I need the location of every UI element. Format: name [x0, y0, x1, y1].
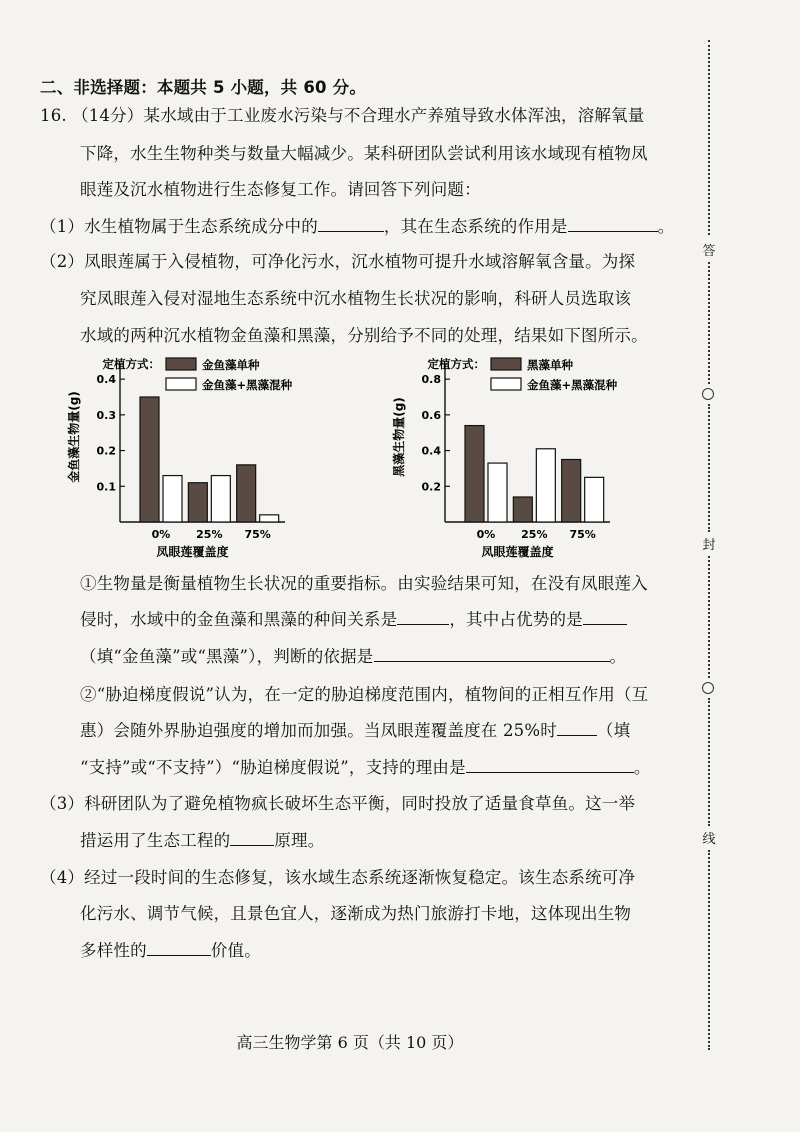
bar [488, 463, 507, 522]
answer-blank[interactable] [557, 719, 597, 736]
legend-swatch [491, 358, 521, 370]
answer-blank[interactable] [147, 939, 211, 956]
part-3-line-1: （3）科研团队为了避免植物疯长破坏生态平衡，同时投放了适量食草鱼。这一举 [40, 794, 636, 813]
question-number: 16. [40, 106, 67, 125]
sub-1-line-2 [80, 608, 627, 632]
x-tick-label: 75% [569, 528, 596, 541]
bar [237, 465, 256, 522]
dotted-line [708, 698, 712, 826]
sub-1-line-2a: 侵时，水域中的金鱼藻和黑藻的种间关系是 [80, 610, 398, 629]
part-4-line-3b: 价值。 [210, 941, 261, 960]
bar [140, 397, 159, 522]
x-axis-label: 凤眼莲覆盖度 [481, 545, 554, 559]
part-4-line-1: （4）经过一段时间的生态修复，该水域生态系统逐渐恢复稳定。该生态系统可净 [40, 868, 636, 887]
legend-swatch [166, 358, 196, 370]
binding-char: 答 [702, 244, 716, 259]
legend-title: 定植方式： [427, 357, 485, 371]
legend-swatch [491, 378, 521, 390]
bar [260, 515, 279, 522]
y-tick-label: 0.2 [421, 480, 441, 494]
question-intro-line-1: （14分）某水域由于工业废水污染与不合理水产养殖导致水体浑浊，溶解氧量 [72, 106, 645, 125]
sub-1-line-3 [80, 645, 626, 669]
answer-blank[interactable] [374, 645, 610, 662]
binding-hole [702, 388, 714, 400]
answer-blank[interactable] [466, 756, 634, 773]
answer-blank[interactable] [230, 829, 274, 846]
sub-2-line-3b: 。 [633, 758, 651, 777]
part-4-line-3 [80, 939, 261, 963]
bar [562, 460, 581, 523]
part-4-line-3a: 多样性的 [80, 941, 147, 960]
legend-label: 金鱼藻+黑藻混种 [527, 378, 618, 392]
dotted-line [708, 556, 712, 678]
y-tick-label: 0.2 [96, 444, 116, 458]
answer-blank[interactable] [568, 215, 658, 232]
bar [536, 449, 555, 522]
binding-char: 封 [702, 538, 716, 553]
bar [585, 477, 604, 522]
binding-char: 线 [702, 832, 716, 847]
dotted-line [708, 850, 712, 1050]
sub-2-line-2 [80, 719, 630, 743]
bar [465, 426, 484, 522]
y-tick-label: 0.8 [421, 373, 441, 387]
y-tick-label: 0.1 [96, 480, 116, 494]
part-3-line-2 [80, 829, 324, 853]
legend-swatch [166, 378, 196, 390]
bar [513, 497, 532, 522]
part-1 [40, 215, 674, 239]
legend-label: 黑藻单种 [527, 358, 573, 372]
part-3-line-2a: 措运用了生态工程的 [80, 831, 231, 850]
question-intro-line-2: 下降，水生生物种类与数量大幅减少。某科研团队尝试利用该水域现有植物凤 [80, 144, 648, 163]
x-tick-label: 25% [196, 528, 223, 541]
sub-2-line-2b: （填 [596, 721, 631, 740]
sub-1-line-2b: ，其中占优势的是 [449, 610, 583, 629]
chart-goldfish-algae-svg [60, 352, 320, 562]
bar [163, 476, 182, 522]
question-intro-line-3: 眼莲及沉水植物进行生态修复工作。请回答下列问题： [80, 180, 481, 199]
chart-hydrilla [385, 352, 705, 566]
chart-goldfish-algae [60, 352, 320, 566]
legend-label: 金鱼藻+黑藻混种 [202, 378, 293, 392]
part-2-line-3: 水域的两种沉水植物金鱼藻和黑藻，分别给予不同的处理，结果如下图所示。 [80, 326, 648, 345]
x-tick-label: 75% [244, 528, 271, 541]
part-1-text-b: ，其在生态系统的作用是 [383, 217, 568, 236]
section-title: 二、非选择题：本题共 5 小题，共 60 分。 [40, 78, 367, 97]
sub-2-line-2a: 惠）会随外界胁迫强度的增加而加强。当凤眼莲覆盖度在 25%时 [80, 721, 557, 740]
part-4-line-2: 化污水、调节气候，且景色宜人，逐渐成为热门旅游打卡地，这体现出生物 [80, 904, 632, 923]
binding-hole [702, 682, 714, 694]
x-tick-label: 25% [521, 528, 548, 541]
sub-1-line-3a: （填“金鱼藻”或“黑藻”），判断的依据是 [80, 647, 374, 666]
y-tick-label: 0.6 [421, 408, 441, 422]
dotted-line [708, 404, 712, 532]
part-2-line-2: 究凤眼莲入侵对湿地生态系统中沉水植物生长状况的影响，科研人员选取该 [80, 289, 632, 308]
binding-margin [700, 40, 718, 1050]
x-tick-label: 0% [151, 528, 171, 541]
bar [211, 476, 230, 522]
part-1-text-a: （1）水生植物属于生态系统成分中的 [40, 217, 318, 236]
chart-hydrilla-svg [385, 352, 705, 562]
answer-blank[interactable] [397, 608, 449, 625]
x-axis-label: 凤眼莲覆盖度 [156, 545, 229, 559]
y-tick-label: 0.4 [96, 373, 116, 387]
answer-blank[interactable] [583, 608, 627, 625]
y-axis-label: 金鱼藻生物量(g) [67, 391, 81, 483]
y-tick-label: 0.3 [96, 408, 116, 422]
part-2-line-1: （2）凤眼莲属于入侵植物，可净化污水，沉水植物可提升水域溶解氧含量。为探 [40, 252, 636, 271]
sub-2-line-1: ②“胁迫梯度假说”认为，在一定的胁迫梯度范围内，植物间的正相互作用（互 [80, 685, 649, 704]
x-tick-label: 0% [476, 528, 496, 541]
dotted-line [708, 40, 712, 235]
page-footer: 高三生物学第 6 页（共 10 页） [236, 1033, 464, 1052]
answer-blank[interactable] [318, 215, 384, 232]
sub-2-line-3a: “支持”或“不支持”）“胁迫梯度假说”，支持的理由是 [80, 758, 466, 777]
bar [188, 483, 207, 522]
part-1-text-c: 。 [657, 217, 675, 236]
sub-1-line-1: ①生物量是衡量植物生长状况的重要指标。由实验结果可知，在没有凤眼莲入 [80, 574, 648, 593]
part-3-line-2b: 原理。 [274, 831, 325, 850]
legend-title: 定植方式： [102, 357, 160, 371]
y-tick-label: 0.4 [421, 444, 441, 458]
legend-label: 金鱼藻单种 [202, 358, 260, 372]
sub-2-line-3 [80, 756, 651, 780]
sub-1-line-3b: 。 [609, 647, 627, 666]
dotted-line [708, 262, 712, 384]
y-axis-label: 黑藻生物量(g) [392, 397, 406, 477]
